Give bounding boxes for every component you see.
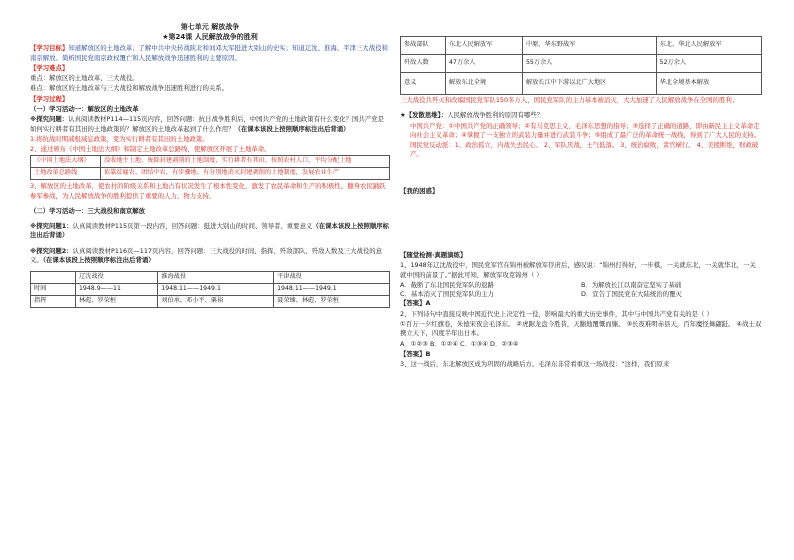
q1-option-c: C．基本消灭了国民党军队的主力 bbox=[400, 290, 494, 299]
inquiry2-1: ※探究问题1：认真阅读教材P115页第一段内容，回答问题：挺进大别山的时间、领导者、重要意义（在课本该段上按照顺序标注出后背诵） bbox=[30, 222, 390, 240]
land-law-table: 《中国土地法大纲》 没收地主土地，废除封建剥削的土地制度，实行耕者有其田，按照农村人口，平均分配土地 土地改革总路线 依靠贫雇农、团结中农，有步骤地、有分别地消灭封建剥削的土地制度，发展农业生产 bbox=[30, 155, 390, 180]
q1-answer: 【答案】A bbox=[400, 299, 431, 308]
reflect-kmt: 国民党反动派：1、政治孤立，内战失去民心。 2、军队厌战，士气低落。 3、统治腐败，贪官横行。 4、美援断绝，财政破产。 bbox=[410, 141, 759, 159]
q1-options bbox=[400, 281, 762, 300]
q1-text: 1、1948年辽沈战役中，国民党军官在锦州被解放军俘虏后，感叹说：“锦州打得好，一步棋，一关就东北，一关就华北，一关就中国的前景了。”据此可知，解放军攻克锦州（ ） bbox=[400, 261, 756, 279]
battle-summary: 三大战役共歼灭和改编国民党军队150多万人，国民党军队的主力基本被消灭，大大加速了人民解放战争在全国的胜利； bbox=[400, 96, 739, 104]
activity1-title: （一）学习活动一：解放区的土地改革 bbox=[30, 104, 139, 113]
process-label: 【学习过程】 bbox=[30, 94, 69, 103]
reflect-cp: 中国共产党：①中国共产党的正确领导；②有马克思主义、毛泽东思想的指导；③选择了正确的道路，即由新民主主义革命走向社会主义革命；④掌握了一支独立的武装力量并进行武装斗争；⑤组成了最广泛的革命统一战线，得到了广大人民的支持。 bbox=[410, 121, 761, 139]
q1-option-b: B．为解放长江以南奋定坚实了基础 bbox=[581, 280, 682, 289]
inquiry2-2: ※探究问题2：认真阅读教材P116页—117页内容，回答问题：三大战役的时间、指挥、歼敌部队、歼敌人数及三大战役的意义。（在课本该段上按照顺序标注出后背诵） bbox=[30, 246, 383, 265]
q2-answer: 【答案】B bbox=[400, 349, 431, 358]
key-point: 重点：解放区的土地改革、三大战役。 bbox=[30, 74, 139, 83]
difficult-point: 难点：解放区的土地改革与三大战役和解放战争迅速胜利进行的关系。 bbox=[30, 84, 229, 93]
answer1-1: 1.将抗战时期减租减息政策，变为实行耕者有其田的土地政策。 bbox=[30, 134, 209, 143]
answer1-3: 3、解放区的土地改革，使农村的阶级关系和土地占有状况发生了根本性变化，激发了农民革命和生产的积极性。翻身农民踊跃参军参战，为人民解放战争的胜利提供了重要的人力、物力支持。 bbox=[30, 182, 386, 200]
q3-text: 3、这一战后，东北解放区成为巩固的战略后方。毛泽东非常看重这一场战役：“这样，我们原来 bbox=[400, 360, 670, 369]
right-column bbox=[400, 36, 762, 370]
q1-option-d: D．宣告了国民党在大陆统治的覆灭 bbox=[581, 290, 682, 299]
q2-text: 2、下列诗句中直接反映中国近代史上决定性一役，影响最大的重大历史事件，其中与中国共产党有关的是（ ） bbox=[400, 309, 713, 318]
activity2-title: （二）学习活动一：三大战役和南京解放 bbox=[30, 206, 146, 215]
inquiry1: ※探究问题：认真阅读教材P114—115页内容，回答问题：抗日战争胜利后，中国共产党的土地政策有什么变化？国共产党是如何实行耕者有其田的土地政策的？解放区的土地改革起到了什么作用？（在课本该段上按照顺序标注出后背诵） bbox=[30, 115, 384, 133]
answer1-2: 2、通过颁布《中国土地法大纲》和制定土地改革总路线，使解放区开展了土地革命。 bbox=[30, 145, 271, 154]
battle-table-right: 参战部队 东北人民解放军 中原、华东野战军 东北、华北人民解放军 歼敌人数 47万余人 55万余人 52万余人 意义 解放东北全境 解放长江中下游以北广大地区 华北全境基本解放 bbox=[400, 36, 762, 95]
practice-label: 【随堂检测·真题演练】 bbox=[400, 250, 467, 259]
q2-line1: ①百万一夕红旗卷，朱德宋夜会毛泽东。 ②虎踞龙盘今胜昔，天翻地覆慨而慷。 ③长夜难明赤县天，百年魔怪舞翩跹。 ④战士双携立天下，四度半年出日本。 bbox=[400, 319, 762, 338]
lesson-title: ★第24课 人民解放战争的胜利 bbox=[162, 33, 258, 42]
objectives: 【学习目标】知道解放区的土地改革；了解中共中央转战陕北和刘邓大军挺进大别山的史实；知道辽沈、淮海、平津三大战役和南京解放。简析国民党南京政权覆亡和人民解放战争迅速胜利的主要原因。 bbox=[30, 44, 388, 62]
keypoints-label: 【学习难点】 bbox=[30, 63, 69, 72]
q2-options: A．①②③ B．①②④ C．①③④ D．②③④ bbox=[400, 339, 519, 348]
reflect: ★【发散思维】：人民解放战争胜利的原因有哪些？ bbox=[400, 111, 544, 120]
unit-title: 第七单元 解放战争 bbox=[180, 23, 240, 31]
battle-table-left: 辽沈战役 淮海战役 平津战役 时间 1948.9——11 1948.11——1949.1 1948.11——1949.1 指挥 林彪、罗荣桓 刘伯承、邓小平、粟裕 聂荣臻、林彪、罗荣桓 bbox=[30, 271, 390, 308]
my-confusion-label: 【我的困惑】 bbox=[400, 186, 439, 195]
q1-option-a: A．截断了东北国民党军队的退路 bbox=[400, 280, 494, 289]
left-column bbox=[30, 22, 390, 308]
